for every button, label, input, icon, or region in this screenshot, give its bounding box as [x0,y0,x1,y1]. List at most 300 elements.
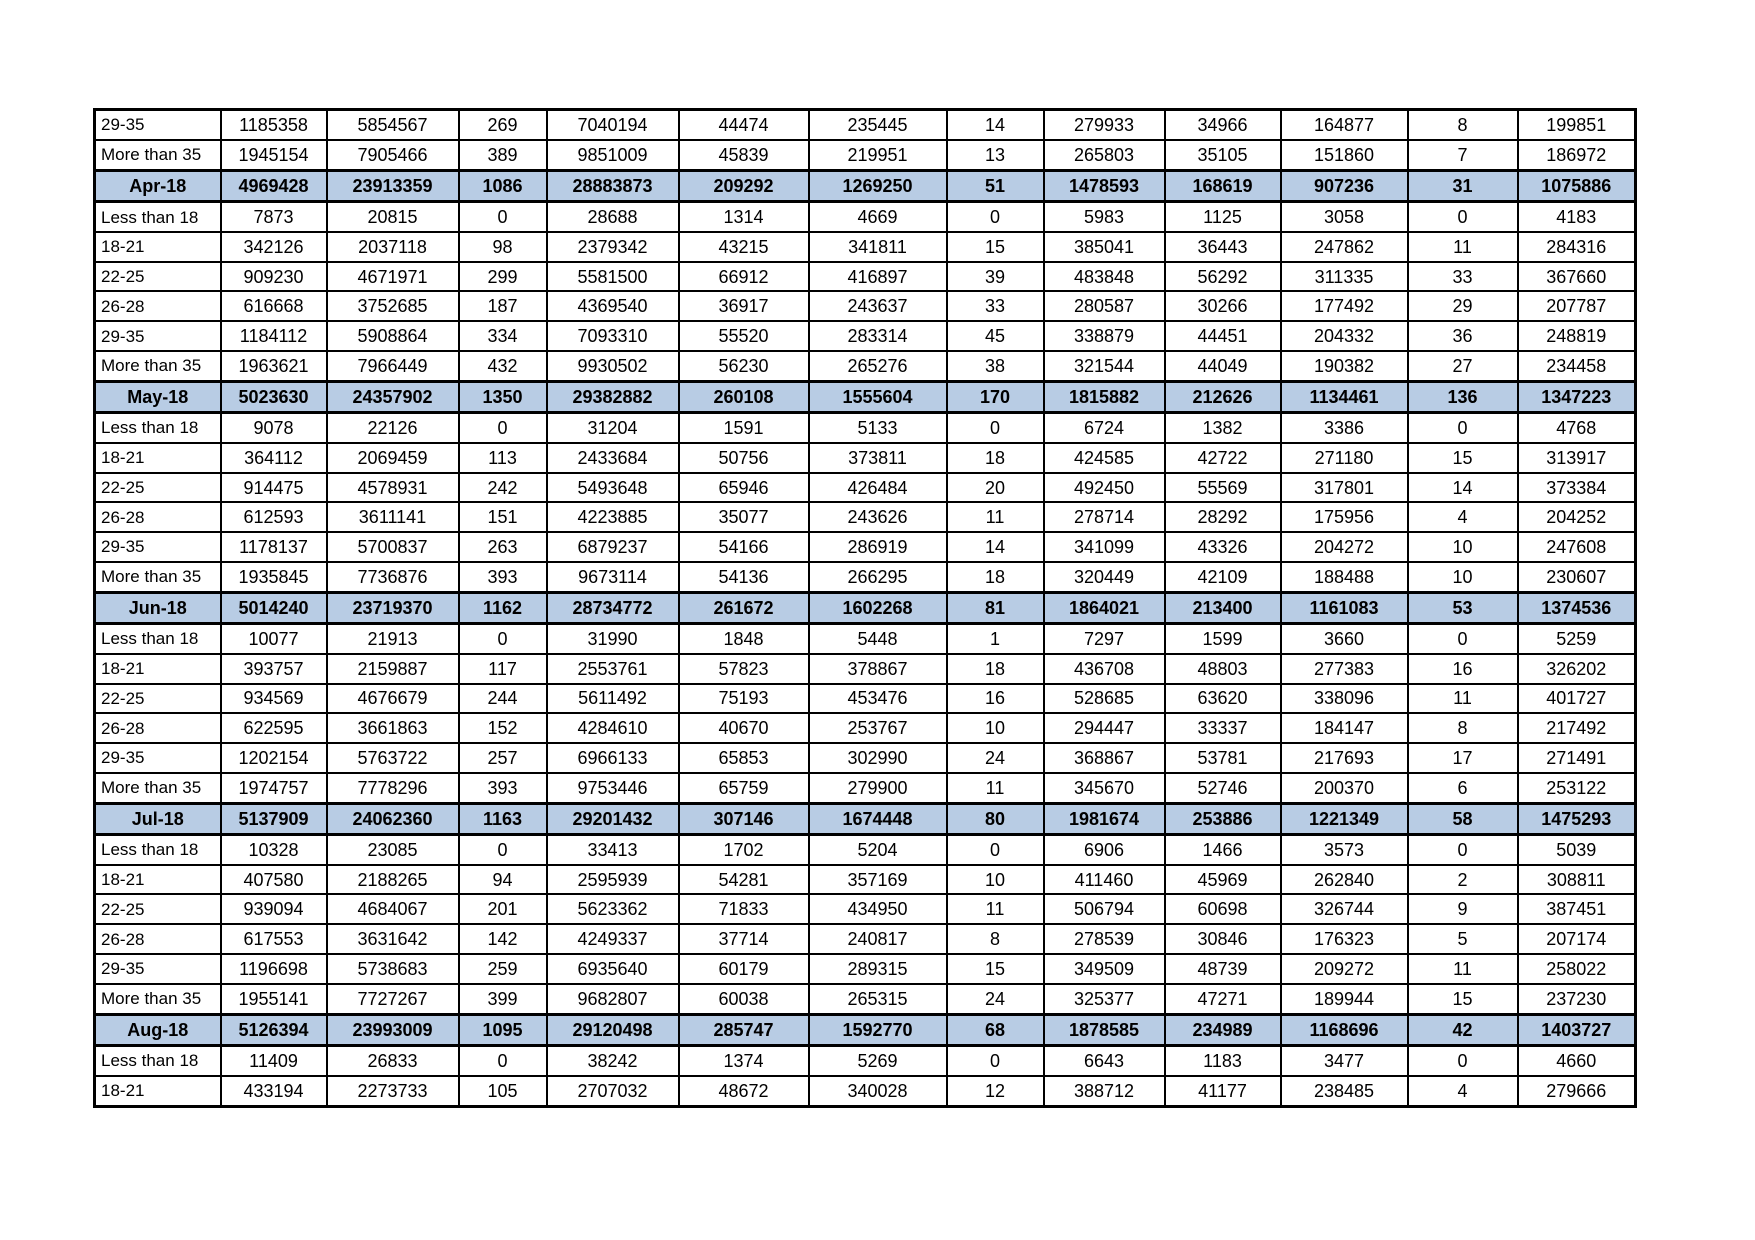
value-cell: 142 [459,924,547,954]
value-cell: 44049 [1165,351,1281,381]
age-group-row [95,654,1636,684]
value-cell: 0 [947,1045,1044,1075]
value-cell: 289315 [809,954,947,984]
age-group-row [95,773,1636,803]
value-cell: 617553 [221,924,327,954]
value-cell: 66912 [679,262,809,292]
row-label-cell: 29-35 [95,321,221,351]
value-cell: 320449 [1044,562,1165,592]
value-cell: 1162 [459,592,547,623]
row-label-cell: 29-35 [95,743,221,773]
value-cell: 11 [947,894,1044,924]
value-cell: 52746 [1165,773,1281,803]
value-cell: 2707032 [547,1076,679,1107]
value-cell: 65946 [679,473,809,503]
value-cell: 7727267 [327,984,459,1014]
value-cell: 204272 [1281,532,1408,562]
age-group-row [95,1076,1636,1107]
value-cell: 24 [947,984,1044,1014]
value-cell: 209272 [1281,954,1408,984]
value-cell: 51 [947,170,1044,201]
value-cell: 5133 [809,413,947,443]
value-cell: 201 [459,894,547,924]
age-group-row [95,443,1636,473]
value-cell: 234989 [1165,1014,1281,1045]
value-cell: 349509 [1044,954,1165,984]
value-cell: 54281 [679,865,809,895]
row-label-cell: Jul-18 [95,803,221,834]
value-cell: 266295 [809,562,947,592]
value-cell: 10 [1408,562,1518,592]
value-cell: 53781 [1165,743,1281,773]
value-cell: 5137909 [221,803,327,834]
value-cell: 4 [1408,1076,1518,1107]
value-cell: 18 [947,654,1044,684]
value-cell: 257 [459,743,547,773]
value-cell: 393 [459,562,547,592]
age-group-row [95,110,1636,140]
value-cell: 7297 [1044,623,1165,653]
value-cell: 1185358 [221,110,327,140]
value-cell: 219951 [809,140,947,170]
value-cell: 18 [947,562,1044,592]
value-cell: 5014240 [221,592,327,623]
value-cell: 23719370 [327,592,459,623]
value-cell: 340028 [809,1076,947,1107]
value-cell: 317801 [1281,473,1408,503]
row-label-cell: Jun-18 [95,592,221,623]
value-cell: 308811 [1518,865,1636,895]
value-cell: 4669 [809,202,947,232]
value-cell: 341811 [809,232,947,262]
value-cell: 184147 [1281,713,1408,743]
value-cell: 33337 [1165,713,1281,743]
value-cell: 424585 [1044,443,1165,473]
value-cell: 326744 [1281,894,1408,924]
value-cell: 235445 [809,110,947,140]
value-cell: 321544 [1044,351,1165,381]
month-summary-row [95,381,1636,412]
value-cell: 43326 [1165,532,1281,562]
value-cell: 5581500 [547,262,679,292]
value-cell: 528685 [1044,684,1165,714]
value-cell: 7966449 [327,351,459,381]
row-label-cell: Less than 18 [95,623,221,653]
value-cell: 186972 [1518,140,1636,170]
row-label-cell: 22-25 [95,684,221,714]
value-cell: 199851 [1518,110,1636,140]
value-cell: 269 [459,110,547,140]
row-label-cell: May-18 [95,381,221,412]
value-cell: 4660 [1518,1045,1636,1075]
value-cell: 16 [1408,654,1518,684]
value-cell: 207174 [1518,924,1636,954]
value-cell: 0 [459,202,547,232]
value-cell: 43215 [679,232,809,262]
value-cell: 33413 [547,834,679,864]
value-cell: 11 [1408,954,1518,984]
value-cell: 7093310 [547,321,679,351]
value-cell: 5611492 [547,684,679,714]
age-group-row [95,713,1636,743]
age-group-row [95,954,1636,984]
value-cell: 27 [1408,351,1518,381]
value-cell: 10077 [221,623,327,653]
value-cell: 176323 [1281,924,1408,954]
value-cell: 18 [947,443,1044,473]
row-label-cell: Aug-18 [95,1014,221,1045]
age-group-row [95,834,1636,864]
age-group-row [95,291,1636,321]
value-cell: 26833 [327,1045,459,1075]
value-cell: 1347223 [1518,381,1636,412]
value-cell: 16 [947,684,1044,714]
value-cell: 14 [947,110,1044,140]
value-cell: 17 [1408,743,1518,773]
value-cell: 0 [459,623,547,653]
value-cell: 436708 [1044,654,1165,684]
value-cell: 11 [947,502,1044,532]
value-cell: 15 [947,232,1044,262]
value-cell: 313917 [1518,443,1636,473]
value-cell: 1702 [679,834,809,864]
value-cell: 11 [1408,232,1518,262]
value-cell: 3611141 [327,502,459,532]
value-cell: 55520 [679,321,809,351]
value-cell: 244 [459,684,547,714]
value-cell: 29382882 [547,381,679,412]
value-cell: 0 [1408,834,1518,864]
value-cell: 3752685 [327,291,459,321]
value-cell: 175956 [1281,502,1408,532]
age-group-row [95,202,1636,232]
value-cell: 187 [459,291,547,321]
row-label-cell: 18-21 [95,232,221,262]
month-summary-row [95,592,1636,623]
value-cell: 1221349 [1281,803,1408,834]
row-label-cell: 18-21 [95,865,221,895]
value-cell: 7040194 [547,110,679,140]
value-cell: 234458 [1518,351,1636,381]
value-cell: 253767 [809,713,947,743]
value-cell: 1350 [459,381,547,412]
value-cell: 23913359 [327,170,459,201]
value-cell: 48803 [1165,654,1281,684]
value-cell: 28688 [547,202,679,232]
age-group-row [95,684,1636,714]
value-cell: 307146 [679,803,809,834]
value-cell: 217492 [1518,713,1636,743]
value-cell: 5983 [1044,202,1165,232]
value-cell: 65759 [679,773,809,803]
value-cell: 9753446 [547,773,679,803]
value-cell: 426484 [809,473,947,503]
value-cell: 5763722 [327,743,459,773]
value-cell: 23993009 [327,1014,459,1045]
value-cell: 7 [1408,140,1518,170]
value-cell: 6906 [1044,834,1165,864]
value-cell: 243626 [809,502,947,532]
value-cell: 238485 [1281,1076,1408,1107]
row-label-cell: 18-21 [95,654,221,684]
value-cell: 21913 [327,623,459,653]
value-cell: 54136 [679,562,809,592]
value-cell: 5623362 [547,894,679,924]
value-cell: 34966 [1165,110,1281,140]
value-cell: 5 [1408,924,1518,954]
value-cell: 190382 [1281,351,1408,381]
value-cell: 3631642 [327,924,459,954]
value-cell: 1848 [679,623,809,653]
value-cell: 60179 [679,954,809,984]
value-cell: 68 [947,1014,1044,1045]
value-cell: 56292 [1165,262,1281,292]
value-cell: 373384 [1518,473,1636,503]
row-label-cell: More than 35 [95,773,221,803]
value-cell: 33 [947,291,1044,321]
row-label-cell: 26-28 [95,291,221,321]
value-cell: 248819 [1518,321,1636,351]
value-cell: 12 [947,1076,1044,1107]
value-cell: 393757 [221,654,327,684]
row-label-cell: 29-35 [95,110,221,140]
value-cell: 1314 [679,202,809,232]
value-cell: 311335 [1281,262,1408,292]
value-cell: 75193 [679,684,809,714]
value-cell: 5269 [809,1045,947,1075]
value-cell: 1134461 [1281,381,1408,412]
value-cell: 368867 [1044,743,1165,773]
value-cell: 24 [947,743,1044,773]
age-month-data-table [93,108,1637,1108]
value-cell: 265803 [1044,140,1165,170]
value-cell: 5023630 [221,381,327,412]
row-label-cell: 29-35 [95,532,221,562]
value-cell: 506794 [1044,894,1165,924]
value-cell: 23085 [327,834,459,864]
age-group-row [95,894,1636,924]
value-cell: 247608 [1518,532,1636,562]
value-cell: 36 [1408,321,1518,351]
value-cell: 28292 [1165,502,1281,532]
value-cell: 41177 [1165,1076,1281,1107]
value-cell: 117 [459,654,547,684]
value-cell: 60038 [679,984,809,1014]
value-cell: 31204 [547,413,679,443]
value-cell: 253122 [1518,773,1636,803]
value-cell: 483848 [1044,262,1165,292]
value-cell: 48672 [679,1076,809,1107]
value-cell: 1178137 [221,532,327,562]
value-cell: 434950 [809,894,947,924]
value-cell: 907236 [1281,170,1408,201]
value-cell: 71833 [679,894,809,924]
value-cell: 0 [1408,1045,1518,1075]
value-cell: 1945154 [221,140,327,170]
value-cell: 338879 [1044,321,1165,351]
value-cell: 30846 [1165,924,1281,954]
value-cell: 53 [1408,592,1518,623]
value-cell: 5854567 [327,110,459,140]
value-cell: 151 [459,502,547,532]
value-cell: 10328 [221,834,327,864]
value-cell: 1478593 [1044,170,1165,201]
value-cell: 1075886 [1518,170,1636,201]
row-label-cell: Less than 18 [95,1045,221,1075]
value-cell: 622595 [221,713,327,743]
value-cell: 3573 [1281,834,1408,864]
value-cell: 4369540 [547,291,679,321]
row-label-cell: 26-28 [95,502,221,532]
value-cell: 2433684 [547,443,679,473]
value-cell: 44474 [679,110,809,140]
table-body [95,110,1636,1107]
value-cell: 0 [459,413,547,443]
value-cell: 8 [1408,110,1518,140]
age-group-row [95,1045,1636,1075]
value-cell: 1168696 [1281,1014,1408,1045]
month-summary-row [95,170,1636,201]
value-cell: 411460 [1044,865,1165,895]
value-cell: 4684067 [327,894,459,924]
age-group-row [95,321,1636,351]
value-cell: 1592770 [809,1014,947,1045]
value-cell: 1374536 [1518,592,1636,623]
value-cell: 29201432 [547,803,679,834]
value-cell: 261672 [679,592,809,623]
age-group-row [95,413,1636,443]
value-cell: 277383 [1281,654,1408,684]
value-cell: 24062360 [327,803,459,834]
age-group-row [95,984,1636,1014]
value-cell: 1602268 [809,592,947,623]
value-cell: 45 [947,321,1044,351]
value-cell: 7778296 [327,773,459,803]
value-cell: 0 [1408,202,1518,232]
value-cell: 9851009 [547,140,679,170]
value-cell: 3661863 [327,713,459,743]
row-label-cell: Less than 18 [95,834,221,864]
row-label-cell: Less than 18 [95,413,221,443]
value-cell: 55569 [1165,473,1281,503]
value-cell: 31990 [547,623,679,653]
row-label-cell: Apr-18 [95,170,221,201]
value-cell: 31 [1408,170,1518,201]
value-cell: 342126 [221,232,327,262]
value-cell: 35105 [1165,140,1281,170]
value-cell: 22126 [327,413,459,443]
value-cell: 1196698 [221,954,327,984]
value-cell: 28734772 [547,592,679,623]
value-cell: 4284610 [547,713,679,743]
value-cell: 217693 [1281,743,1408,773]
age-group-row [95,262,1636,292]
value-cell: 11409 [221,1045,327,1075]
value-cell: 164877 [1281,110,1408,140]
value-cell: 9078 [221,413,327,443]
value-cell: 2 [1408,865,1518,895]
value-cell: 30266 [1165,291,1281,321]
value-cell: 7905466 [327,140,459,170]
row-label-cell: More than 35 [95,140,221,170]
value-cell: 29120498 [547,1014,679,1045]
value-cell: 278714 [1044,502,1165,532]
value-cell: 212626 [1165,381,1281,412]
value-cell: 6879237 [547,532,679,562]
value-cell: 5204 [809,834,947,864]
value-cell: 54166 [679,532,809,562]
value-cell: 1184112 [221,321,327,351]
value-cell: 63620 [1165,684,1281,714]
age-group-row [95,865,1636,895]
value-cell: 2037118 [327,232,459,262]
value-cell: 2188265 [327,865,459,895]
value-cell: 334 [459,321,547,351]
value-cell: 2595939 [547,865,679,895]
row-label-cell: More than 35 [95,562,221,592]
value-cell: 271491 [1518,743,1636,773]
value-cell: 0 [947,413,1044,443]
value-cell: 207787 [1518,291,1636,321]
value-cell: 58 [1408,803,1518,834]
value-cell: 345670 [1044,773,1165,803]
value-cell: 1981674 [1044,803,1165,834]
value-cell: 1674448 [809,803,947,834]
row-label-cell: 18-21 [95,1076,221,1107]
value-cell: 367660 [1518,262,1636,292]
value-cell: 1269250 [809,170,947,201]
value-cell: 1163 [459,803,547,834]
value-cell: 1 [947,623,1044,653]
value-cell: 5259 [1518,623,1636,653]
value-cell: 341099 [1044,532,1165,562]
value-cell: 616668 [221,291,327,321]
value-cell: 453476 [809,684,947,714]
value-cell: 2273733 [327,1076,459,1107]
value-cell: 492450 [1044,473,1165,503]
row-label-cell: More than 35 [95,984,221,1014]
value-cell: 0 [947,202,1044,232]
value-cell: 302990 [809,743,947,773]
value-cell: 6935640 [547,954,679,984]
value-cell: 9682807 [547,984,679,1014]
value-cell: 189944 [1281,984,1408,1014]
value-cell: 1864021 [1044,592,1165,623]
value-cell: 44451 [1165,321,1281,351]
value-cell: 2159887 [327,654,459,684]
value-cell: 170 [947,381,1044,412]
value-cell: 1974757 [221,773,327,803]
value-cell: 1374 [679,1045,809,1075]
value-cell: 1086 [459,170,547,201]
value-cell: 105 [459,1076,547,1107]
value-cell: 237230 [1518,984,1636,1014]
value-cell: 4 [1408,502,1518,532]
value-cell: 24357902 [327,381,459,412]
value-cell: 262840 [1281,865,1408,895]
value-cell: 3660 [1281,623,1408,653]
value-cell: 42109 [1165,562,1281,592]
value-cell: 4676679 [327,684,459,714]
value-cell: 364112 [221,443,327,473]
value-cell: 65853 [679,743,809,773]
value-cell: 2379342 [547,232,679,262]
value-cell: 5908864 [327,321,459,351]
value-cell: 1403727 [1518,1014,1636,1045]
value-cell: 393 [459,773,547,803]
value-cell: 10 [947,865,1044,895]
value-cell: 3058 [1281,202,1408,232]
